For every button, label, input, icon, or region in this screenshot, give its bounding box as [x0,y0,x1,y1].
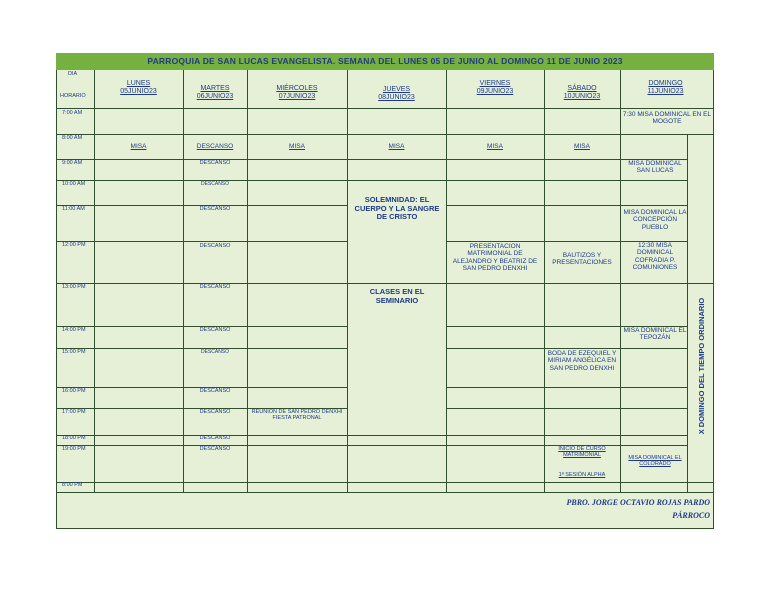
time-label: 11:00 AM [62,206,85,212]
event-misa: MISA [574,143,590,150]
event-sunday-tepozan: MISA DOMINICAL EL TEPOZÁN [623,327,687,342]
signature-role: PÁRROCO [672,511,710,520]
event-boda: BODA DE EZEQUIEL Y MIRIAM ANGÉLICA EN SAN PEDRO DENXHI [547,350,617,372]
event-misa: MISA [289,143,305,150]
event-descanso: DESCANSO [200,181,230,187]
event-descanso: DESCANSO [199,243,231,249]
event-sunday-colorado: MISA DOMINICAL EL COLORADO [628,455,682,468]
event-descanso: DESCANSO [199,327,231,333]
signature-name: PBRO. JORGE OCTAVIO ROJAS PARDO [566,498,710,507]
time-label: 12:00 PM [62,242,86,248]
event-descanso: DESCANSO [199,284,231,290]
time-label: 19:00 PM [62,446,86,452]
schedule-title: PARROQUIA DE SAN LUCAS EVANGELISTA. SEMANA DEL LUNES 05 DE JUNIO AL DOMINGO 11 DE JUNIO 2023 [56,53,714,70]
event-descanso: DESCANSO [199,435,231,441]
event-fiesta-patronal: FIESTA PATRONAL [272,415,322,422]
event-descanso: DESCANSO [199,206,231,212]
event-curso-matrimonial: INICIO DE CURSO MATRIMONIAL [558,446,606,459]
time-label: 8:00 PM [62,482,83,488]
day-header-domingo: DOMINGO 11JUNIO23 [647,80,684,96]
event-sunday-concepcion: MISA DOMINICAL LA CONCEPCIÓN PUEBLO [623,209,687,231]
event-misa: MISA [130,143,147,150]
day-header-viernes: VIERNES 09JUNIO23 [476,80,514,96]
day-header-miercoles: MIÉRCOLES 07JUNIO23 [276,85,318,101]
event-sesion-alpha: 1ª SESIÓN ALPHA [558,472,606,478]
event-reunion-title: REUNION DE SAN PEDRO DENXHI [251,409,343,415]
sunday-vertical-label: X DOMINGO DEL TIEMPO ORDINARIO [697,297,706,435]
event-descanso: DESCANSO [200,349,230,355]
event-descanso: DESCANSO [199,160,231,166]
event-sunday-cofradia: 12:30 MISA DOMINICAL COFRADIA P. COMUNIONES [632,242,678,272]
event-sunday-san-lucas: MISA DOMINICAL SAN LUCAS [628,160,682,175]
time-label: 15:00 PM [62,349,86,355]
day-header-jueves: JUEVES 08JUNIO23 [378,86,415,102]
time-label: 10:00 AM [62,181,86,187]
time-label: 13:00 PM [62,284,86,290]
time-label: 9:00 AM [62,160,83,166]
day-header-sabado: SÁBADO 10JUNIO23 [563,85,601,101]
day-header-martes: MARTES 06JUNIO23 [196,85,234,101]
time-label: 8:00 AM [62,135,83,141]
event-descanso: DESCANSO [196,143,234,150]
event-descanso: DESCANSO [199,409,231,415]
event-reunion-san-pedro [249,409,345,422]
time-label: 18:00 PM [62,435,86,441]
corner-dia: DIA [68,71,78,77]
time-label: 7:00 AM [62,110,83,116]
event-descanso: DESCANSO [199,446,231,452]
event-sunday-mogote: 7:30 MISA DOMINICAL EN EL MOGOTE [622,111,712,126]
event-presentacion-matrimonial: PRESENTACION MATRIMONIAL DE ALEJANDRO Y BEATRIZ DE SAN PEDRO DENXHI [452,243,538,273]
day-header-lunes: LUNES 05JUNIO23 [120,80,157,96]
time-label: 14:00 PM [62,327,86,333]
event-clases-seminario: CLASES EN EL SEMINARIO [369,287,425,305]
schedule-grid [56,70,714,492]
event-bautizos: BAUTIZOS Y PRESENTACIONES [552,252,612,267]
event-solemnidad: SOLEMNIDAD: EL CUERPO Y LA SANGRE DE CRISTO [354,195,440,222]
event-descanso: DESCANSO [199,388,231,394]
event-misa: MISA [487,143,503,150]
time-label: 16:00 PM [62,388,86,394]
time-label: 17:00 PM [62,409,86,415]
corner-horario: HORARIO [60,93,86,99]
event-misa: MISA [388,143,405,150]
